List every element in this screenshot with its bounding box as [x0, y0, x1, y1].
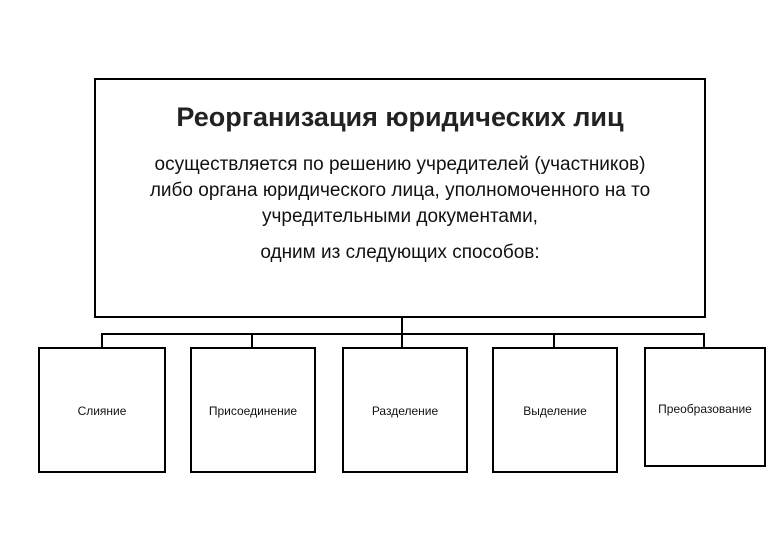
description-line-1: осуществляется по решению учредителей (участников)	[154, 154, 646, 175]
main-box	[94, 78, 706, 318]
description-line-2: либо органа юридического лица, уполномоченного на то	[149, 180, 651, 201]
method-box-accession	[190, 347, 316, 473]
method-box-merger	[38, 347, 166, 473]
diagram-description	[96, 152, 704, 230]
ways-intro: одним из следующих способов:	[260, 242, 540, 263]
method-box-division	[342, 347, 468, 473]
method-label-transformation: Преобразование	[658, 402, 752, 416]
method-box-separation	[492, 347, 618, 473]
method-label-separation: Выделение	[523, 404, 587, 418]
method-label-accession: Присоединение	[208, 404, 298, 418]
method-label-merger: Слияние	[77, 404, 127, 418]
method-box-transformation	[644, 347, 766, 467]
description-line-3: учредительными документами,	[262, 206, 538, 227]
method-label-division: Разделение	[371, 404, 439, 418]
diagram-title: Реорганизация юридических лиц	[176, 102, 624, 132]
